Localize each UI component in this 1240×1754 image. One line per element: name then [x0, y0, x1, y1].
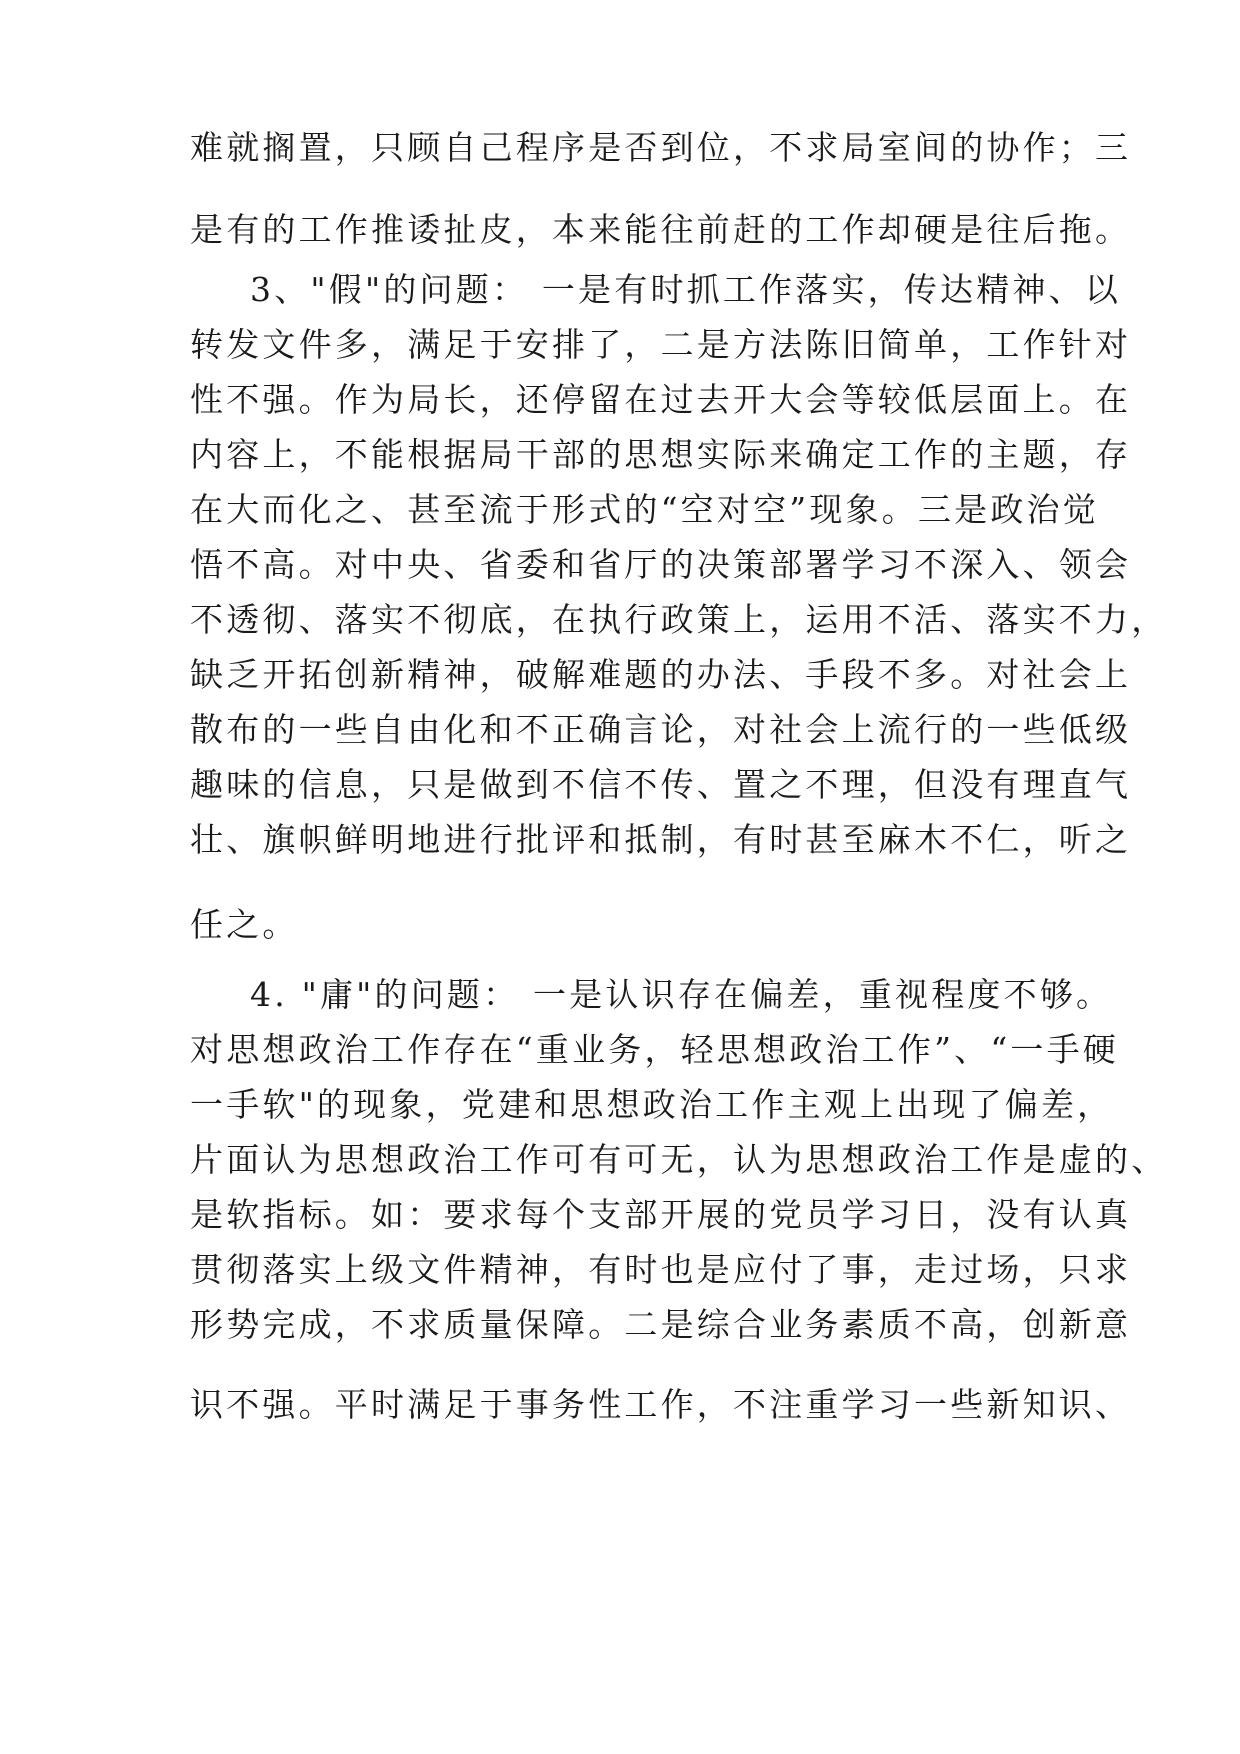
- text-line: 片面认为思想政治工作可有可无，认为思想政治工作是虚的、: [190, 1140, 1168, 1179]
- text-line: 是有的工作推诿扯皮，本来能往前赶的工作却硬是往后拖。: [190, 210, 1132, 249]
- text-line: 散布的一些自由化和不正确言论，对社会上流行的一些低级: [190, 710, 1132, 749]
- text-line: 一手软"的现象，党建和思想政治工作主观上出现了偏差，: [190, 1085, 1114, 1124]
- text-line: 转发文件多，满足于安排了，二是方法陈旧简单，工作针对: [190, 325, 1132, 364]
- text-line: 性不强。作为局长，还停留在过去开大会等较低层面上。在: [190, 380, 1132, 419]
- text-line: 悟不高。对中央、省委和省厅的决策部署学习不深入、领会: [190, 545, 1132, 584]
- text-line: 缺乏开拓创新精神，破解难题的办法、手段不多。对社会上: [190, 655, 1132, 694]
- text-line: 趣味的信息，只是做到不信不传、置之不理，但没有理直气: [190, 765, 1132, 804]
- text-line: 难就搁置，只顾自己程序是否到位，不求局室间的协作；三: [190, 128, 1132, 167]
- text-line: 形势完成，不求质量保障。二是综合业务素质不高，创新意: [190, 1305, 1132, 1344]
- text-line: 内容上，不能根据局干部的思想实际来确定工作的主题，存: [190, 435, 1132, 474]
- text-line: 识不强。平时满足于事务性工作，不注重学习一些新知识、: [190, 1385, 1132, 1424]
- paragraph-heading-4: 4. "庸"的问题： 一是认识存在偏差，重视程度不够。: [250, 975, 1113, 1014]
- text-line: 贯彻落实上级文件精神，有时也是应付了事，走过场，只求: [190, 1250, 1132, 1289]
- text-line: 在大而化之、甚至流于形式的“空对空”现象。三是政治觉: [190, 490, 1099, 529]
- text-line: 对思想政治工作存在“重业务，轻思想政治工作”、“一手硬: [190, 1030, 1120, 1069]
- text-line: 是软指标。如：要求每个支部开展的党员学习日，没有认真: [190, 1195, 1132, 1234]
- text-line: 壮、旗帜鲜明地进行批评和抵制，有时甚至麻木不仁，听之: [190, 820, 1132, 859]
- paragraph-heading-3: 3、"假"的问题： 一是有时抓工作落实，传达精神、以: [250, 270, 1122, 309]
- text-line: 任之。: [190, 905, 299, 944]
- text-line: 不透彻、落实不彻底，在执行政策上，运用不活、落实不力，: [190, 600, 1168, 639]
